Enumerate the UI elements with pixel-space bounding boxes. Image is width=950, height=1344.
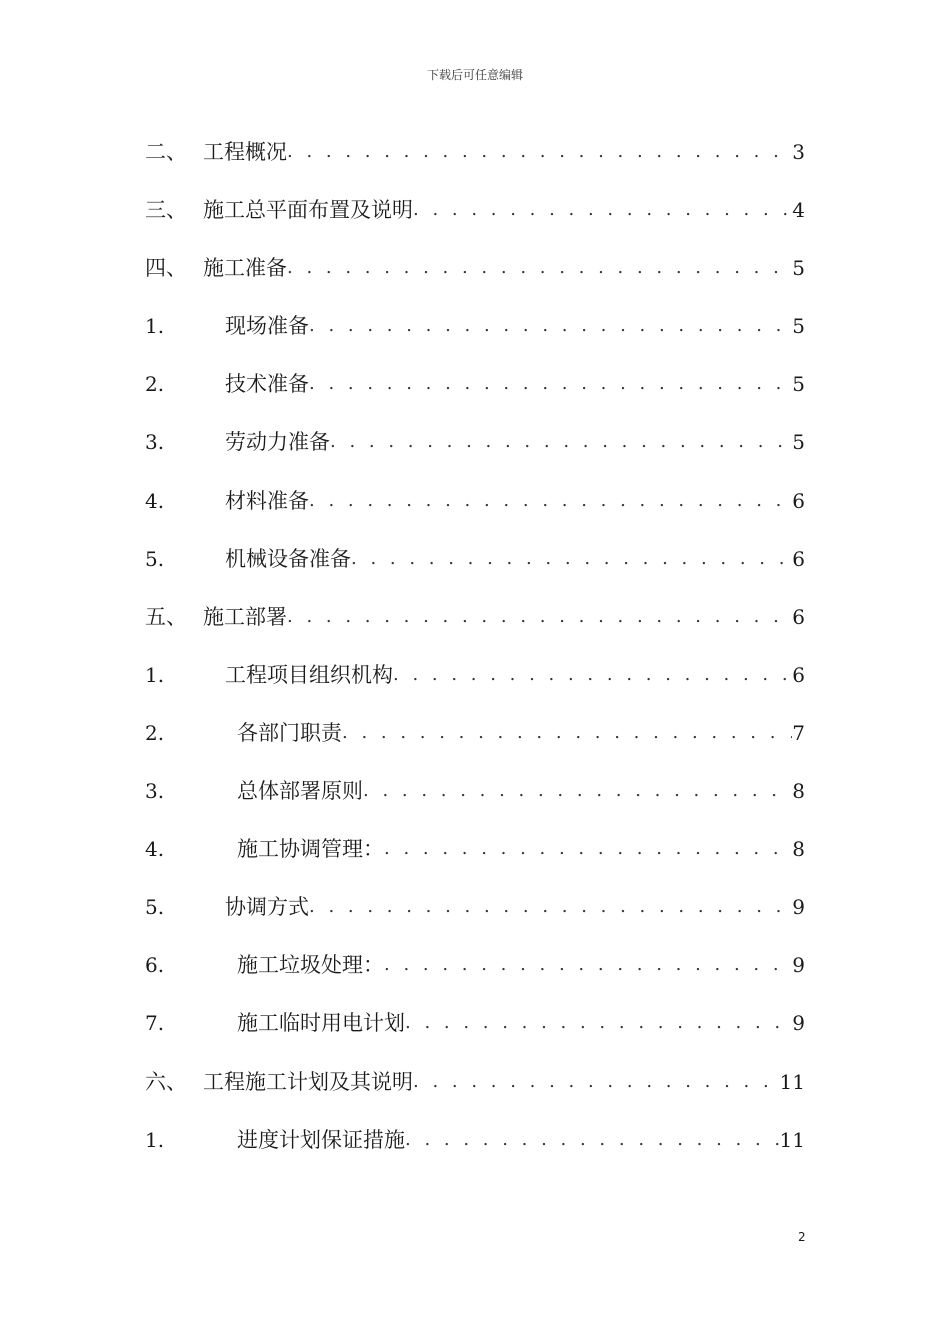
toc-entry-title: 施工部署 (203, 604, 287, 629)
toc-entry[interactable] (145, 1120, 805, 1178)
toc-entry-number: 3. (145, 430, 165, 455)
toc-entry-number: 5. (145, 895, 165, 920)
toc-dot-leader (309, 364, 792, 404)
toc-entry-title: 材料准备 (225, 488, 309, 513)
toc-entry[interactable] (145, 1062, 805, 1120)
toc-entry-number: 五、 (145, 604, 187, 629)
toc-entry-number: 4. (145, 488, 165, 513)
toc-entry-number: 3. (145, 779, 165, 804)
toc-entry-page: 5 (792, 314, 805, 339)
toc-entry-title: 施工总平面布置及说明 (203, 198, 413, 223)
toc-entry-number: 三、 (145, 198, 187, 223)
toc-entry-title: 施工垃圾处理： (237, 953, 384, 978)
toc-entry-page: 9 (792, 953, 805, 978)
toc-entry-page: 6 (792, 604, 805, 629)
toc-entry[interactable] (145, 422, 805, 480)
toc-entry-number: 7. (145, 1011, 165, 1036)
toc-entry-page: 6 (792, 488, 805, 513)
toc-dot-leader (413, 1062, 780, 1102)
toc-dot-leader (330, 422, 792, 462)
toc-dot-leader (351, 539, 792, 579)
toc-dot-leader (287, 248, 792, 288)
toc-entry-number: 二、 (145, 140, 187, 164)
toc-dot-leader (405, 1003, 792, 1043)
toc-entry-title: 工程项目组织机构 (225, 662, 393, 687)
toc-entry-title: 施工临时用电计划 (237, 1011, 405, 1036)
toc-entry-number: 2. (145, 720, 165, 745)
toc-entry-number: 2. (145, 372, 165, 397)
toc-entry-number: 四、 (145, 256, 187, 281)
toc-dot-leader (405, 1120, 780, 1160)
table-of-contents (145, 132, 805, 1178)
toc-dot-leader (287, 132, 792, 172)
toc-entry[interactable] (145, 1003, 805, 1061)
toc-entry-title: 总体部署原则 (237, 779, 363, 804)
toc-dot-leader (413, 190, 792, 230)
toc-entry[interactable] (145, 771, 805, 829)
toc-entry-number: 1. (145, 314, 165, 339)
toc-entry[interactable] (145, 597, 805, 655)
toc-entry-page: 6 (792, 662, 805, 687)
toc-entry-title: 工程概况 (203, 140, 287, 164)
toc-entry-number: 4. (145, 837, 165, 862)
toc-entry-page: 5 (792, 430, 805, 455)
toc-entry[interactable] (145, 306, 805, 364)
toc-entry-page: 9 (792, 1011, 805, 1036)
toc-entry-title: 工程施工计划及其说明 (203, 1069, 413, 1094)
toc-entry-page: 11 (779, 1127, 805, 1152)
toc-entry-page: 5 (792, 372, 805, 397)
toc-entry-page: 7 (792, 720, 805, 745)
toc-entry[interactable] (145, 248, 805, 306)
toc-entry-page: 5 (792, 256, 805, 281)
toc-entry[interactable] (145, 655, 805, 713)
toc-entry-title: 施工准备 (203, 256, 287, 281)
toc-dot-leader (309, 887, 792, 927)
toc-dot-leader (393, 655, 792, 695)
toc-entry-page: 8 (792, 779, 805, 804)
page-header: 下载后可任意编辑 (426, 68, 523, 82)
toc-entry-page: 4 (792, 198, 805, 223)
page-number: 2 (798, 1230, 806, 1244)
toc-dot-leader (309, 306, 792, 346)
toc-entry[interactable] (145, 887, 805, 945)
toc-entry[interactable] (145, 829, 805, 887)
toc-entry[interactable] (145, 364, 805, 422)
toc-entry-page: 11 (779, 1069, 805, 1094)
toc-entry-number: 6. (145, 953, 165, 978)
toc-entry-title: 协调方式 (225, 895, 309, 920)
toc-entry[interactable] (145, 945, 805, 1003)
toc-dot-leader (287, 597, 792, 637)
toc-entry[interactable] (145, 713, 805, 771)
toc-entry-number: 六、 (145, 1069, 187, 1094)
toc-entry-page: 6 (792, 546, 805, 571)
toc-entry[interactable] (145, 539, 805, 597)
toc-entry-page: 8 (792, 837, 805, 862)
toc-entry[interactable] (145, 190, 805, 248)
toc-dot-leader (384, 945, 792, 985)
toc-entry-title: 劳动力准备 (225, 430, 330, 455)
toc-dot-leader (342, 713, 792, 753)
toc-entry-title: 技术准备 (225, 372, 309, 397)
toc-entry-title: 机械设备准备 (225, 546, 351, 571)
toc-entry-number: 1. (145, 662, 165, 687)
toc-entry-page: 9 (792, 895, 805, 920)
toc-entry-title: 施工协调管理： (237, 837, 384, 862)
toc-entry-page: 3 (792, 140, 805, 164)
toc-entry-title: 进度计划保证措施 (237, 1127, 405, 1152)
toc-dot-leader (309, 481, 792, 521)
toc-entry[interactable] (145, 481, 805, 539)
toc-entry-title: 各部门职责 (237, 720, 342, 745)
toc-entry-title: 现场准备 (225, 314, 309, 339)
toc-entry-number: 5. (145, 546, 165, 571)
toc-entry-number: 1. (145, 1127, 165, 1152)
toc-dot-leader (384, 829, 792, 869)
toc-entry[interactable] (145, 132, 805, 190)
toc-dot-leader (363, 771, 792, 811)
